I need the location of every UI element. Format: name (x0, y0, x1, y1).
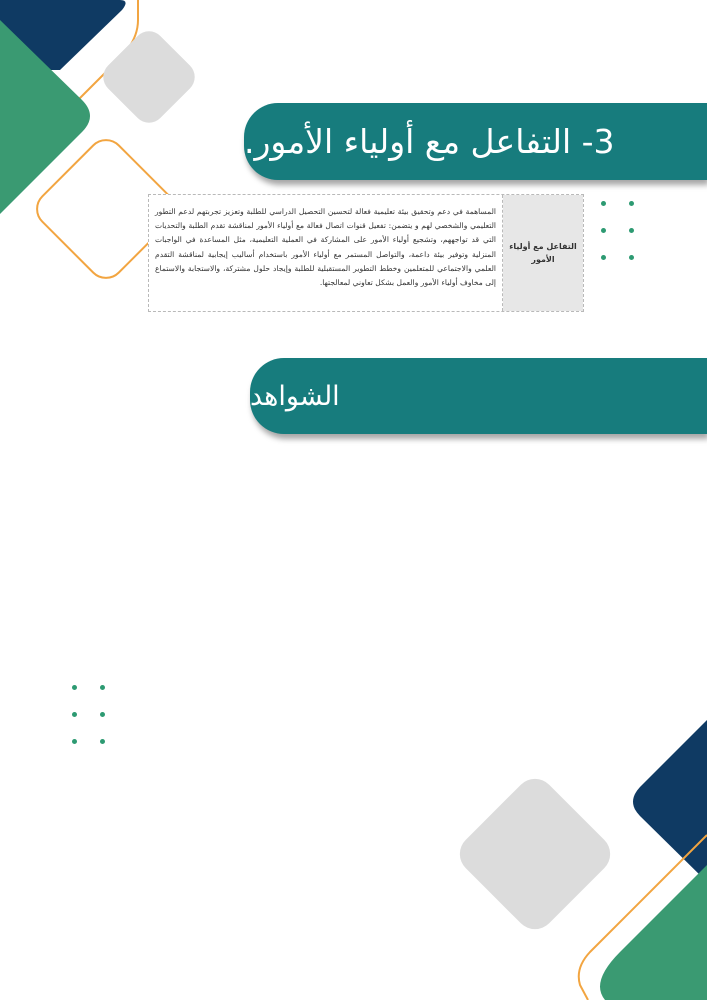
dot-grid-bottom (72, 685, 128, 744)
info-table (148, 194, 584, 312)
dot (629, 255, 634, 260)
bottom-right-decoration (440, 710, 707, 1000)
dot (100, 685, 105, 690)
table-header: التفاعل مع أولياء الأمور (503, 195, 583, 311)
dot (72, 739, 77, 744)
dot (100, 712, 105, 717)
table-description: المساهمة في دعم وتحقيق بيئة تعليمية فعالة لتحسين التحصيل الدراسي للطلبة وتعزيز تجربتهم لدعم التطور التعليمي والشخصي لهم و يتضمن: تفعيل قنوات اتصال فعالة مع أولياء الأمور لمناقشة تقدم الطلبة والتحديات التي قد تواجههم، وتشجيع أولياء الأمور على المشاركة في العملية التعليمية، مثل المساعدة في الواجبات المنزلية وتوفير بيئة داعمة، والتواصل المستمر مع أولياء الأمور باستخدام أساليب إيجابية لمناقشة التقدم العلمي والاجتماعي للمتعلمين وخطط التطوير المستقبلية للطلبة وإيجاد حلول مشتركة، والاستجابة والاستماع إلى مخاوف أولياء الأمور والعمل بشكل تعاوني لمعالجتها. (149, 195, 503, 311)
dot (629, 201, 634, 206)
dot-grid-top (601, 201, 657, 260)
evidence-title: الشواهد (250, 380, 340, 412)
section-title-banner (244, 103, 707, 180)
dot (72, 712, 77, 717)
dot (601, 255, 606, 260)
dot (601, 201, 606, 206)
dot (100, 739, 105, 744)
dot (72, 685, 77, 690)
evidence-title-banner (250, 358, 707, 434)
dot (601, 228, 606, 233)
dot (629, 228, 634, 233)
section-title: 3- التفاعل مع أولياء الأمور. (244, 122, 615, 161)
